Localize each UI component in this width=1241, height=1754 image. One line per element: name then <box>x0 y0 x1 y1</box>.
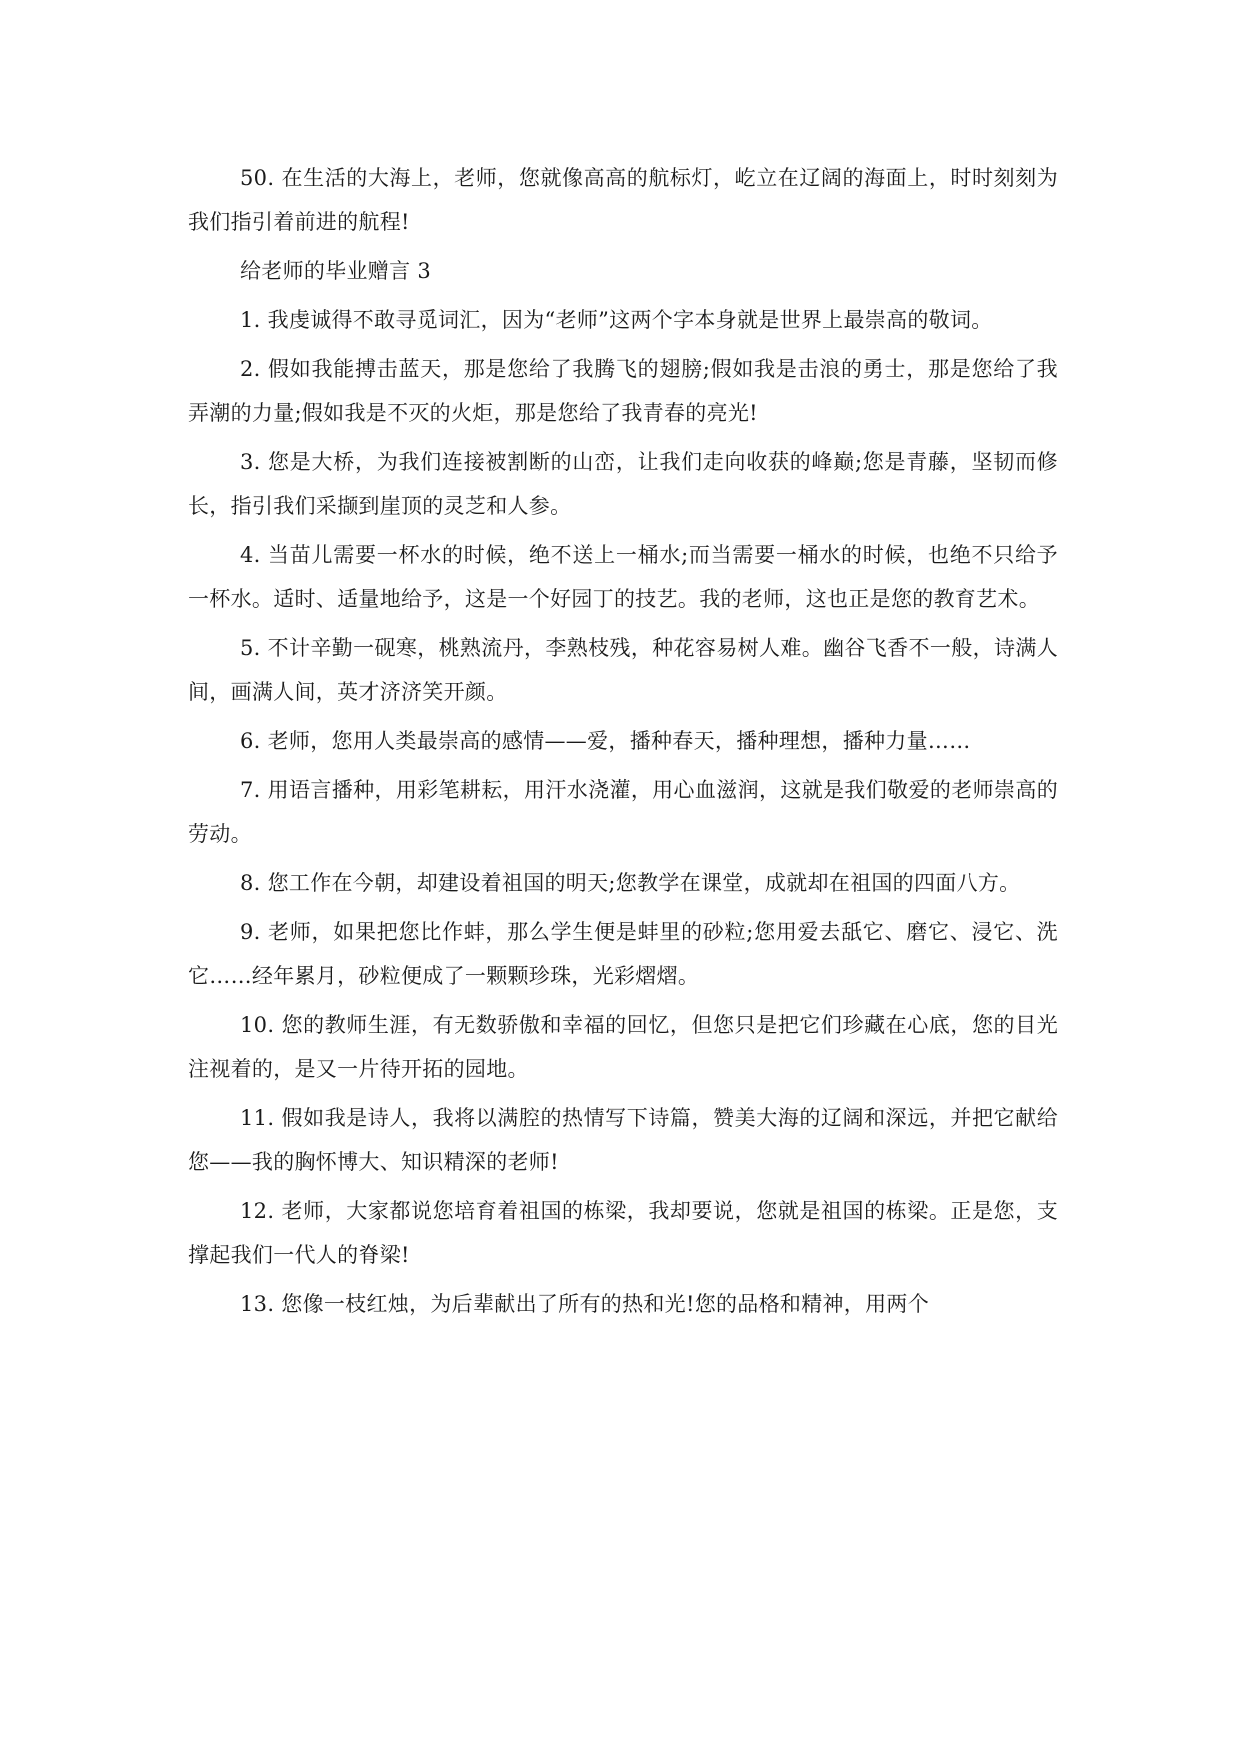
paragraph-item-5: 5. 不计辛勤一砚寒，桃熟流丹，李熟枝残，种花容易树人难。幽谷飞香不一般，诗满人间，画满人间，英才济济笑开颜。 <box>188 636 1058 704</box>
paragraph-item-8: 8. 您工作在今朝，却建设着祖国的明天;您教学在课堂，成就却在祖国的四面八方。 <box>240 871 1021 895</box>
paragraph-item-7: 7. 用语言播种，用彩笔耕耘，用汗水浇灌，用心血滋润，这就是我们敬爱的老师崇高的劳动。 <box>188 778 1058 846</box>
paragraph-item-10: 10. 您的教师生涯，有无数骄傲和幸福的回忆，但您只是把它们珍藏在心底，您的目光注视着的，是又一片待开拓的园地。 <box>188 1013 1058 1081</box>
paragraph-item-12: 12. 老师，大家都说您培育着祖国的栋梁，我却要说，您就是祖国的栋梁。正是您，支撑起我们一代人的脊梁! <box>188 1199 1058 1267</box>
paragraph-item-2: 2. 假如我能搏击蓝天，那是您给了我腾飞的翅膀;假如我是击浪的勇士，那是您给了我弄潮的力量;假如我是不灭的火炬，那是您给了我青春的亮光! <box>188 357 1058 425</box>
paragraph-item-13: 13. 您像一枝红烛，为后辈献出了所有的热和光!您的品格和精神，用两个 <box>240 1292 930 1316</box>
section-heading: 给老师的毕业赠言 3 <box>240 259 432 283</box>
paragraph-item-9: 9. 老师，如果把您比作蚌，那么学生便是蚌里的砂粒;您用爱去舐它、磨它、浸它、洗它……经年累月，砂粒便成了一颗颗珍珠，光彩熠熠。 <box>188 920 1058 988</box>
paragraph-item-3: 3. 您是大桥，为我们连接被割断的山峦，让我们走向收获的峰巅;您是青藤，坚韧而修长，指引我们采撷到崖顶的灵芝和人参。 <box>188 450 1058 518</box>
paragraph-item-11: 11. 假如我是诗人，我将以满腔的热情写下诗篇，赞美大海的辽阔和深远，并把它献给您——我的胸怀博大、知识精深的老师! <box>188 1106 1058 1174</box>
paragraph-item-6: 6. 老师，您用人类最崇高的感情——爱，播种春天，播种理想，播种力量…… <box>240 729 971 753</box>
document-body <box>188 156 1058 1331</box>
paragraph-item-50: 50. 在生活的大海上，老师，您就像高高的航标灯，屹立在辽阔的海面上，时时刻刻为我们指引着前进的航程! <box>188 166 1058 234</box>
paragraph-item-4: 4. 当苗儿需要一杯水的时候，绝不送上一桶水;而当需要一桶水的时候，也绝不只给予一杯水。适时、适量地给予，这是一个好园丁的技艺。我的老师，这也正是您的教育艺术。 <box>188 543 1058 611</box>
paragraph-item-1: 1. 我虔诚得不敢寻觅词汇，因为“老师”这两个字本身就是世界上最崇高的敬词。 <box>240 308 993 332</box>
